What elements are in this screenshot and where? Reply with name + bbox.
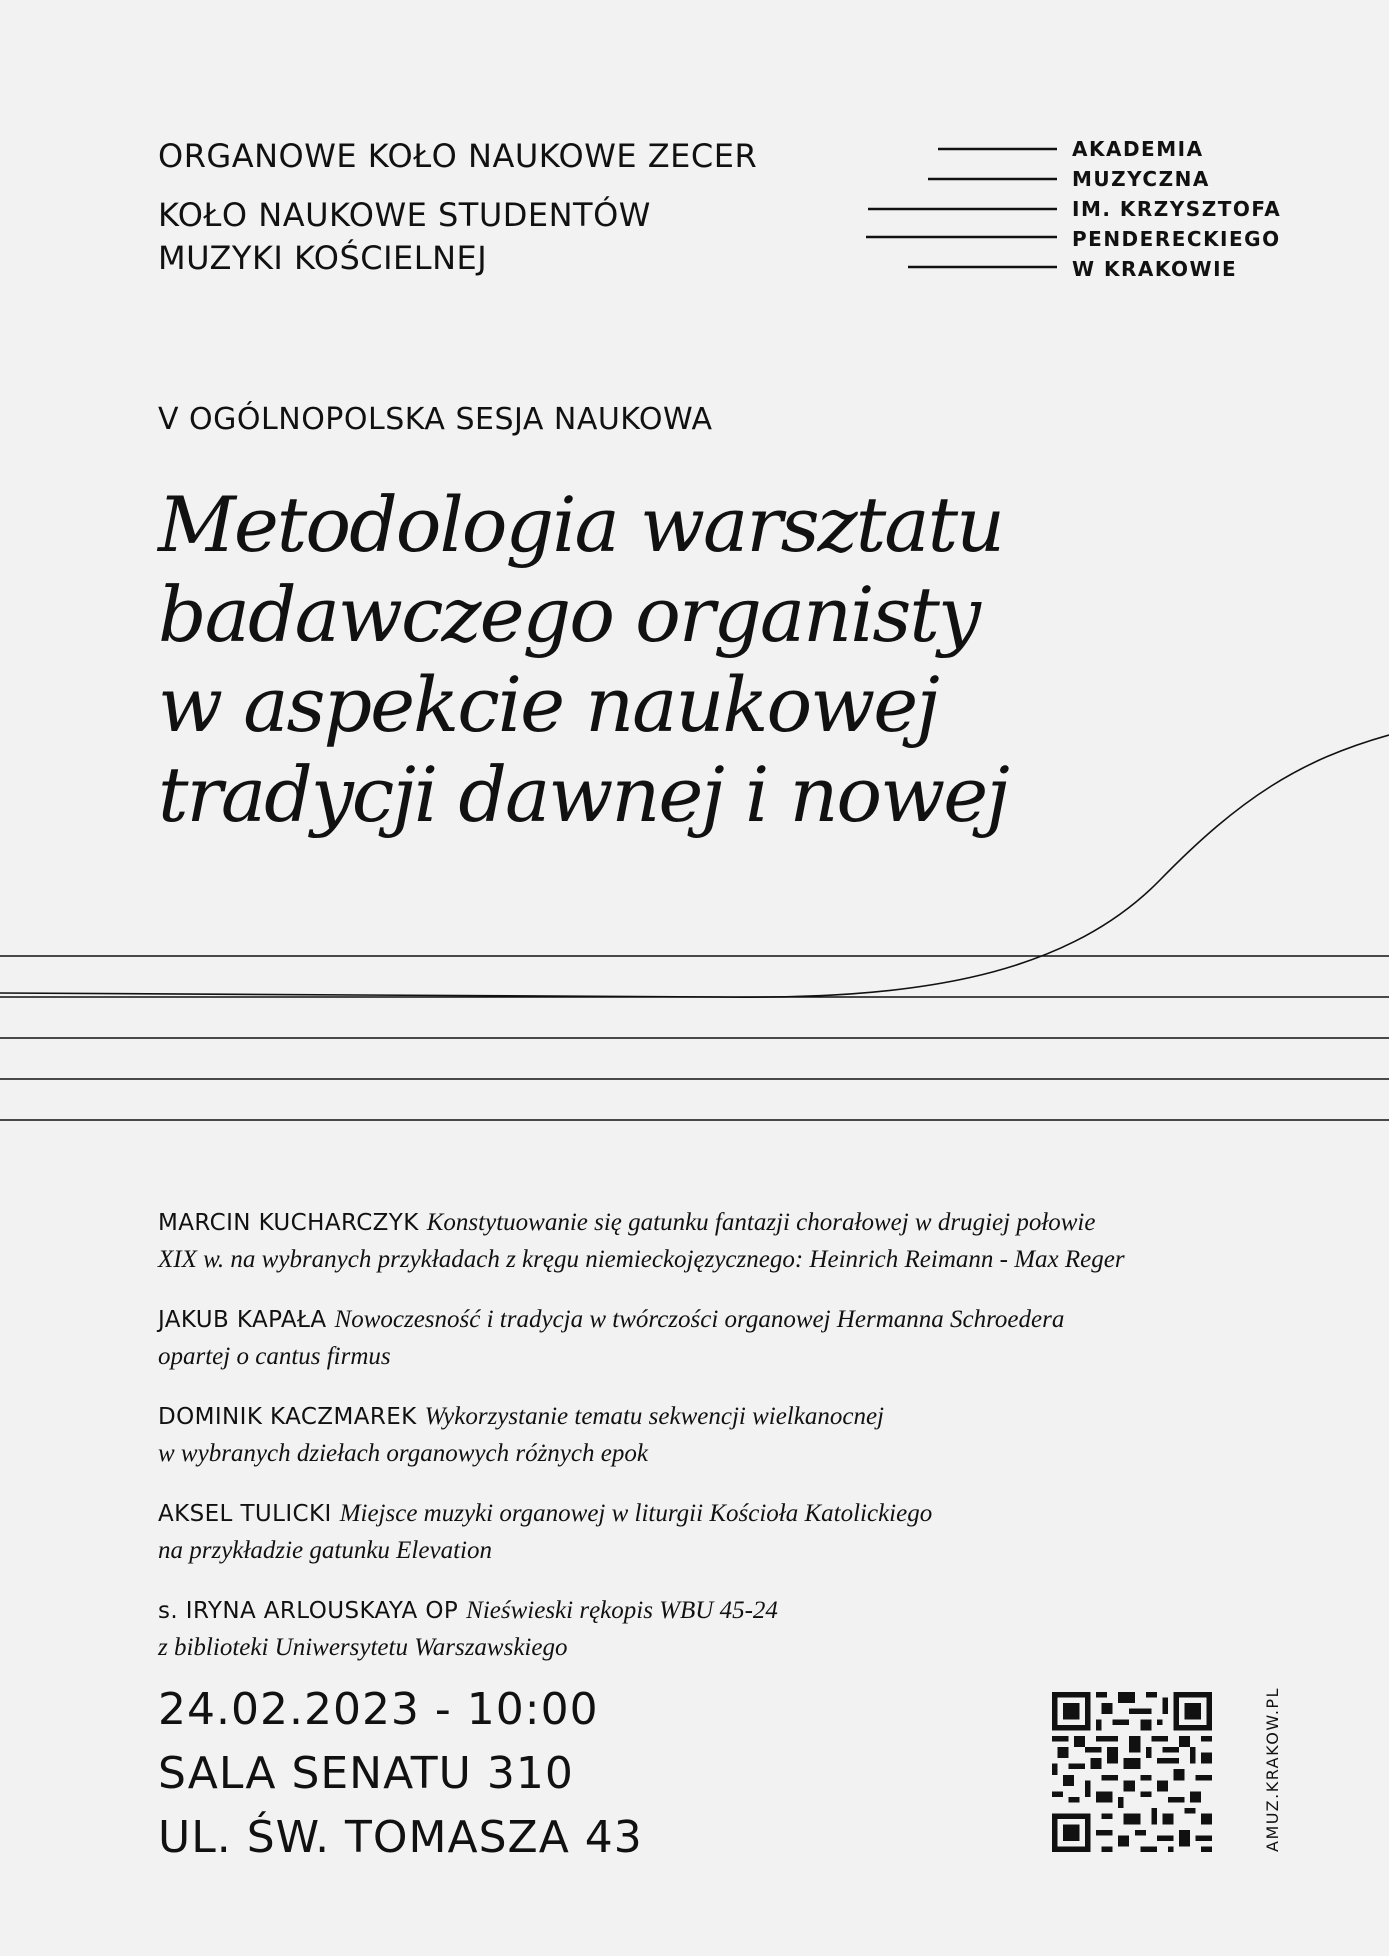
event-address: UL. ŚW. TOMASZA 43 [158,1812,643,1863]
talk-item [158,1303,1338,1374]
talk-topic: Wykorzystanie tematu sekwencji wielkanocnej [424,1403,884,1430]
academy-logo-line: MUZYCZNA [1072,167,1210,191]
speaker-name: MARCIN KUCHARCZYK [158,1210,419,1236]
title-line: tradycji dawnej i nowej [158,750,1008,839]
event-room: SALA SENATU 310 [158,1748,574,1799]
talk-item [158,1594,1338,1665]
talk-topic: opartej o cantus firmus [158,1343,391,1370]
academy-logo-lines [866,149,1057,267]
talk-topic: w wybranych dziełach organowych różnych epok [158,1440,648,1467]
organizer-students-line-2: MUZYKI KOŚCIELNEJ [158,239,488,277]
title-line: Metodologia warsztatu [158,480,1004,569]
talk-item [158,1206,1338,1277]
organizer-zecer: ORGANOWE KOŁO NAUKOWE ZECER [158,137,758,175]
website-url[interactable]: AMUZ.KRAKOW.PL [1263,1687,1282,1852]
talk-topic: Konstytuowanie się gatunku fantazji chorałowej w drugiej połowie [426,1209,1096,1236]
speaker-name: s. IRYNA ARLOUSKAYA OP [158,1598,459,1624]
speaker-name: DOMINIK KACZMAREK [158,1404,417,1430]
organizer-students-line-1: KOŁO NAUKOWE STUDENTÓW [158,196,651,234]
academy-logo-line: AKADEMIA [1072,137,1204,161]
talk-topic: Nieświeski rękopis WBU 45-24 [466,1597,778,1624]
academy-logo-line: IM. KRZYSZTOFA [1072,197,1282,221]
academy-logo-line: PENDERECKIEGO [1072,227,1281,251]
talk-item [158,1497,1338,1568]
title-line: w aspekcie naukowej [158,660,938,749]
speaker-name: JAKUB KAPAŁA [158,1307,327,1333]
title-line: badawczego organisty [158,570,979,659]
event-details [158,1678,643,1870]
speaker-name: AKSEL TULICKI [158,1501,332,1527]
event-datetime: 24.02.2023 - 10:00 [158,1684,599,1735]
academy-logo [1072,134,1281,284]
talk-topic: z biblioteki Uniwersytetu Warszawskiego [158,1634,568,1661]
event-title [158,480,1258,840]
talk-topic: na przykładzie gatunku Elevation [158,1537,492,1564]
talk-topic: Nowoczesność i tradycja w twórczości organowej Hermanna Schroedera [334,1306,1065,1333]
talk-topic: XIX w. na wybranych przykładach z kręgu niemieckojęzycznego: Heinrich Reimann - Max Reger [158,1246,1125,1273]
talk-item [158,1400,1338,1471]
talk-topic: Miejsce muzyki organowej w liturgii Kościoła Katolickiego [339,1500,933,1527]
session-label: V OGÓLNOPOLSKA SESJA NAUKOWA [158,402,713,437]
qr-code-icon[interactable] [1052,1692,1212,1852]
talks-list [158,1206,1338,1691]
academy-logo-line: W KRAKOWIE [1072,257,1238,281]
